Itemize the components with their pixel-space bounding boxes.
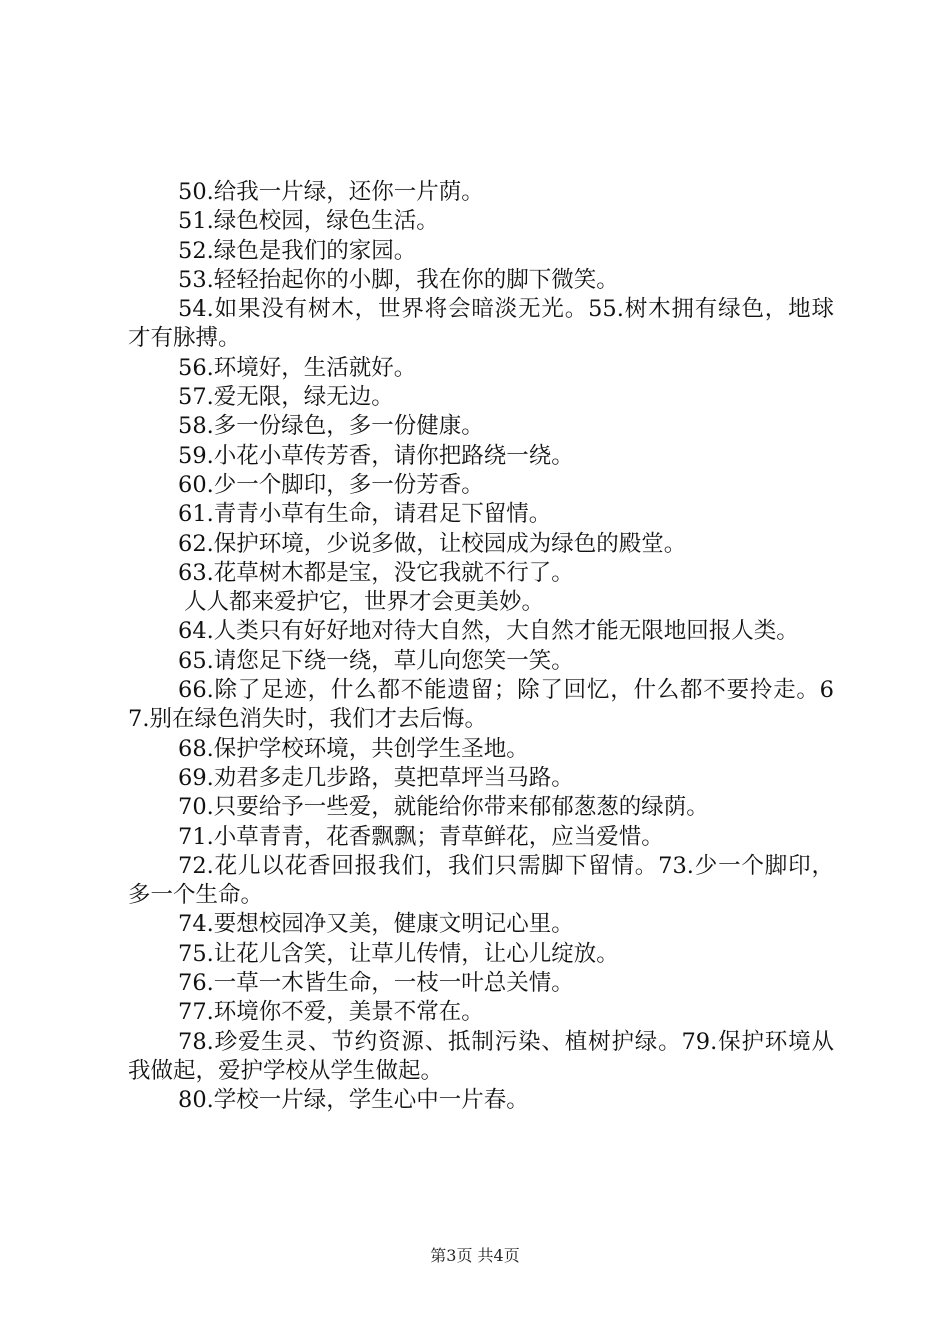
slogan-54-55: 54.如果没有树木，世界将会暗淡无光。55.树木拥有绿色，地球才有脉搏。 xyxy=(128,296,834,352)
slogan-63-continued: 人人都来爱护它，世界才会更美妙。 xyxy=(184,589,545,616)
slogan-70: 70.只要给予一些爱，就能给你带来郁郁葱葱的绿荫。 xyxy=(178,794,709,821)
slogan-72-73: 72.花儿以花香回报我们，我们只需脚下留情。73.少一个脚印，多一个生命。 xyxy=(128,852,834,909)
slogan-69: 69.劝君多走几步路，莫把草坪当马路。 xyxy=(178,764,574,791)
slogan-59: 59.小花小草传芳香，请你把路绕一绕。 xyxy=(178,442,574,469)
slogan-50: 50.给我一片绿，还你一片荫。 xyxy=(178,179,484,205)
document-body xyxy=(128,178,834,1116)
slogan-51: 51.绿色校园，绿色生活。 xyxy=(178,208,439,235)
page-number-footer: 第3页 共4页 xyxy=(430,1246,520,1265)
slogan-62: 62.保护环境，少说多做，让校园成为绿色的殿堂。 xyxy=(178,530,687,557)
slogan-75: 75.让花儿含笑，让草儿传情，让心儿绽放。 xyxy=(178,940,619,967)
slogan-58: 58.多一份绿色，多一份健康。 xyxy=(178,413,484,440)
slogan-64: 64.人类只有好好地对待大自然，大自然才能无限地回报人类。 xyxy=(178,618,799,645)
slogan-56: 56.环境好，生活就好。 xyxy=(178,354,417,381)
slogan-71: 71.小草青青，花香飘飘；青草鲜花，应当爱惜。 xyxy=(178,823,664,850)
slogan-61: 61.青青小草有生命，请君足下留情。 xyxy=(178,501,552,528)
slogan-63: 63.花草树木都是宝，没它我就不行了。 xyxy=(178,559,574,586)
slogan-60: 60.少一个脚印，多一份芳香。 xyxy=(178,471,484,498)
slogan-76: 76.一草一木皆生命，一枝一叶总关情。 xyxy=(178,970,574,997)
slogan-53: 53.轻轻抬起你的小脚，我在你的脚下微笑。 xyxy=(178,266,619,293)
slogan-65: 65.请您足下绕一绕，草儿向您笑一笑。 xyxy=(178,647,574,674)
slogan-57: 57.爱无限，绿无边。 xyxy=(178,384,394,411)
slogan-52: 52.绿色是我们的家园。 xyxy=(178,237,417,264)
slogan-74: 74.要想校园净又美，健康文明记心里。 xyxy=(178,911,574,938)
slogan-77: 77.环境你不爱，美景不常在。 xyxy=(178,999,484,1026)
slogan-78-79: 78.珍爱生灵、节约资源、抵制污染、植树护绿。79.保护环境从我做起，爱护学校从学生做起。 xyxy=(128,1028,834,1084)
slogan-80: 80.学校一片绿，学生心中一片春。 xyxy=(178,1087,529,1114)
slogan-68: 68.保护学校环境，共创学生圣地。 xyxy=(178,735,529,762)
slogan-66-67: 66.除了足迹，什么都不能遗留；除了回忆，什么都不要拎走。67.别在绿色消失时，我们才去后悔。 xyxy=(128,677,834,733)
